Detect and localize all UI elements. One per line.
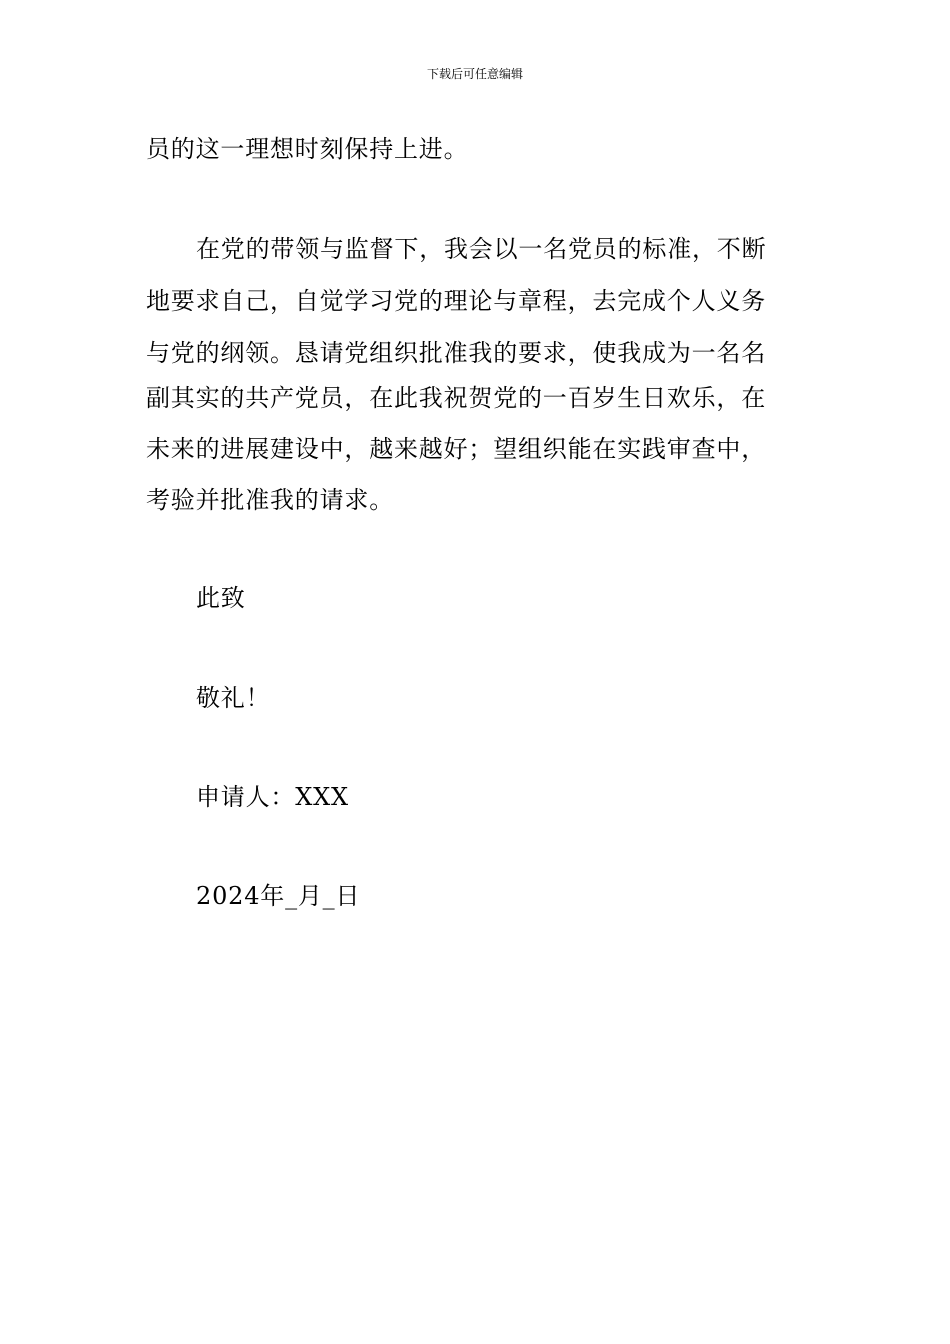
date-line: 2024年_月_日 — [196, 882, 361, 910]
closing-salutation: 此致 — [196, 584, 246, 612]
paragraph-line: 考验并批准我的请求。 — [146, 486, 394, 514]
paragraph-line: 在党的带领与监督下，我会以一名党员的标准，不断 — [196, 235, 767, 263]
paragraph-line: 未来的进展建设中，越来越好；望组织能在实践审查中， — [146, 435, 766, 463]
paragraph-line: 与党的纲领。恳请党组织批准我的要求，使我成为一名名 — [146, 339, 766, 367]
closing-regards: 敬礼！ — [196, 684, 271, 712]
continuation-line: 员的这一理想时刻保持上进。 — [146, 135, 469, 163]
applicant-line: 申请人：XXX — [196, 783, 349, 811]
paragraph-line: 地要求自己，自觉学习党的理论与章程，去完成个人义务 — [146, 287, 766, 315]
page-header: 下载后可任意编辑 — [426, 67, 523, 81]
paragraph-line: 副其实的共产党员，在此我祝贺党的一百岁生日欢乐，在 — [146, 384, 766, 412]
